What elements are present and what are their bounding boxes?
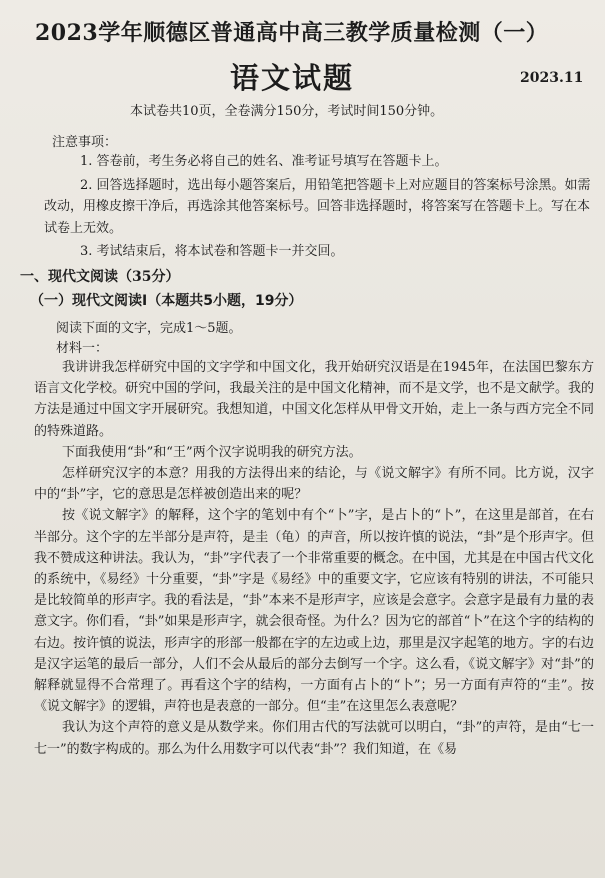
passage-paragraph: 下面我使用“卦”和“王”两个汉字说明我的研究方法。 [62,444,362,460]
exam-date: 2023.11 [520,70,584,86]
exam-info: 本试卷共10页，全卷满分150分，考试时间150分钟。 [130,104,444,119]
passage-paragraph: 按《说文解字》的解释，这个字的笔划中有个“卜”字，是占卜的“卜”，在这里是部首，在右半部分。这个字的左半部分是声符，是圭（龟）的声音，所以按许慎的说法，“卦”是个形声字。但我不赞成这种讲法。我认为，“卦”字代表了一个非常重要的概念。在中国，尤其是在中国古代文化的系统中，《易经》十分重要，“卦”字是《易经》中的重要文字，它应该有特别的讲法，不可能只是比较简单的形声字。我的看法是，“卦”本来不是形声字，应该是会意字。会意字是最有力量的表意文字。你们看，“卦”如果是形声字，就会很奇怪。为什么？因为它的部首“卜”在这个字的结构的右边。按许慎的说法，形声字的形部一般都在字的左边或上边，那里是汉字起笔的地方。字的右边是汉字运笔的最后一部分，人们不会从最后的部分去倒写一个字。这么看，《说文解字》对“卦”的解释就显得不合常理了。再看这个字的结构，一方面有占卜的“卜”；另一方面有声符的“圭”。按《说文解字》的逻辑，声符也是表意的一部分。但“圭”在这里怎么表意呢？ [34,508,594,715]
section-heading: 一、现代文阅读（35分） [20,269,180,285]
subject-title: 语文试题 [230,61,355,95]
passage-paragraph: 怎样研究汉字的本意？用我的方法得出来的结论，与《说文解字》有所不同。比方说，汉字中的“卦”字，它的意思是怎样被创造出来的呢？ [34,466,594,503]
notice-item: 1. 答卷前，考生务必将自己的姓名、准考证号填写在答题卡上。 [80,154,448,169]
material-label: 材料一： [56,341,109,356]
passage-paragraph: 我认为这个声符的意义是从数学来。你们用古代的写法就可以明白，“卦”的声符，是由“七一七一”的数字构成的。那么为什么用数字可以代表“卦”？我们知道，在《易 [34,720,594,757]
notice-item: 2. 回答选择题时，选出每小题答案后，用铅笔把答题卡上对应题目的答案标号涂黑。如需改动，用橡皮擦干净后，再选涂其他答案标号。回答非选择题时，将答案写在答题卡上。写在本试卷上无效。 [44,177,591,236]
notice-title: 注意事项： [52,135,118,150]
notice-item: 3. 考试结束后，将本试卷和答题卡一并交回。 [80,244,344,259]
notice-list [44,151,592,265]
passage-paragraph: 我讲讲我怎样研究中国的文字学和中国文化，我开始研究汉语是在1945年，在法国巴黎东方语言文化学校。研究中国的学问，我最关注的是中国文化精神，而不是文学，也不是文献学。我的方法是通过中国文字开展研究。我想知道，中国文化怎样从甲骨文开始，走上一条与西方完全不同的特殊道路。 [34,360,594,439]
subsection-heading: （一）现代文阅读Ⅰ（本题共5小题，19分） [30,293,303,309]
passage-body [34,357,594,760]
exam-title: 2023学年顺德区普通高中高三教学质量检测（一） [35,20,549,46]
reading-instruction: 阅读下面的文字，完成1～5题。 [56,321,242,336]
